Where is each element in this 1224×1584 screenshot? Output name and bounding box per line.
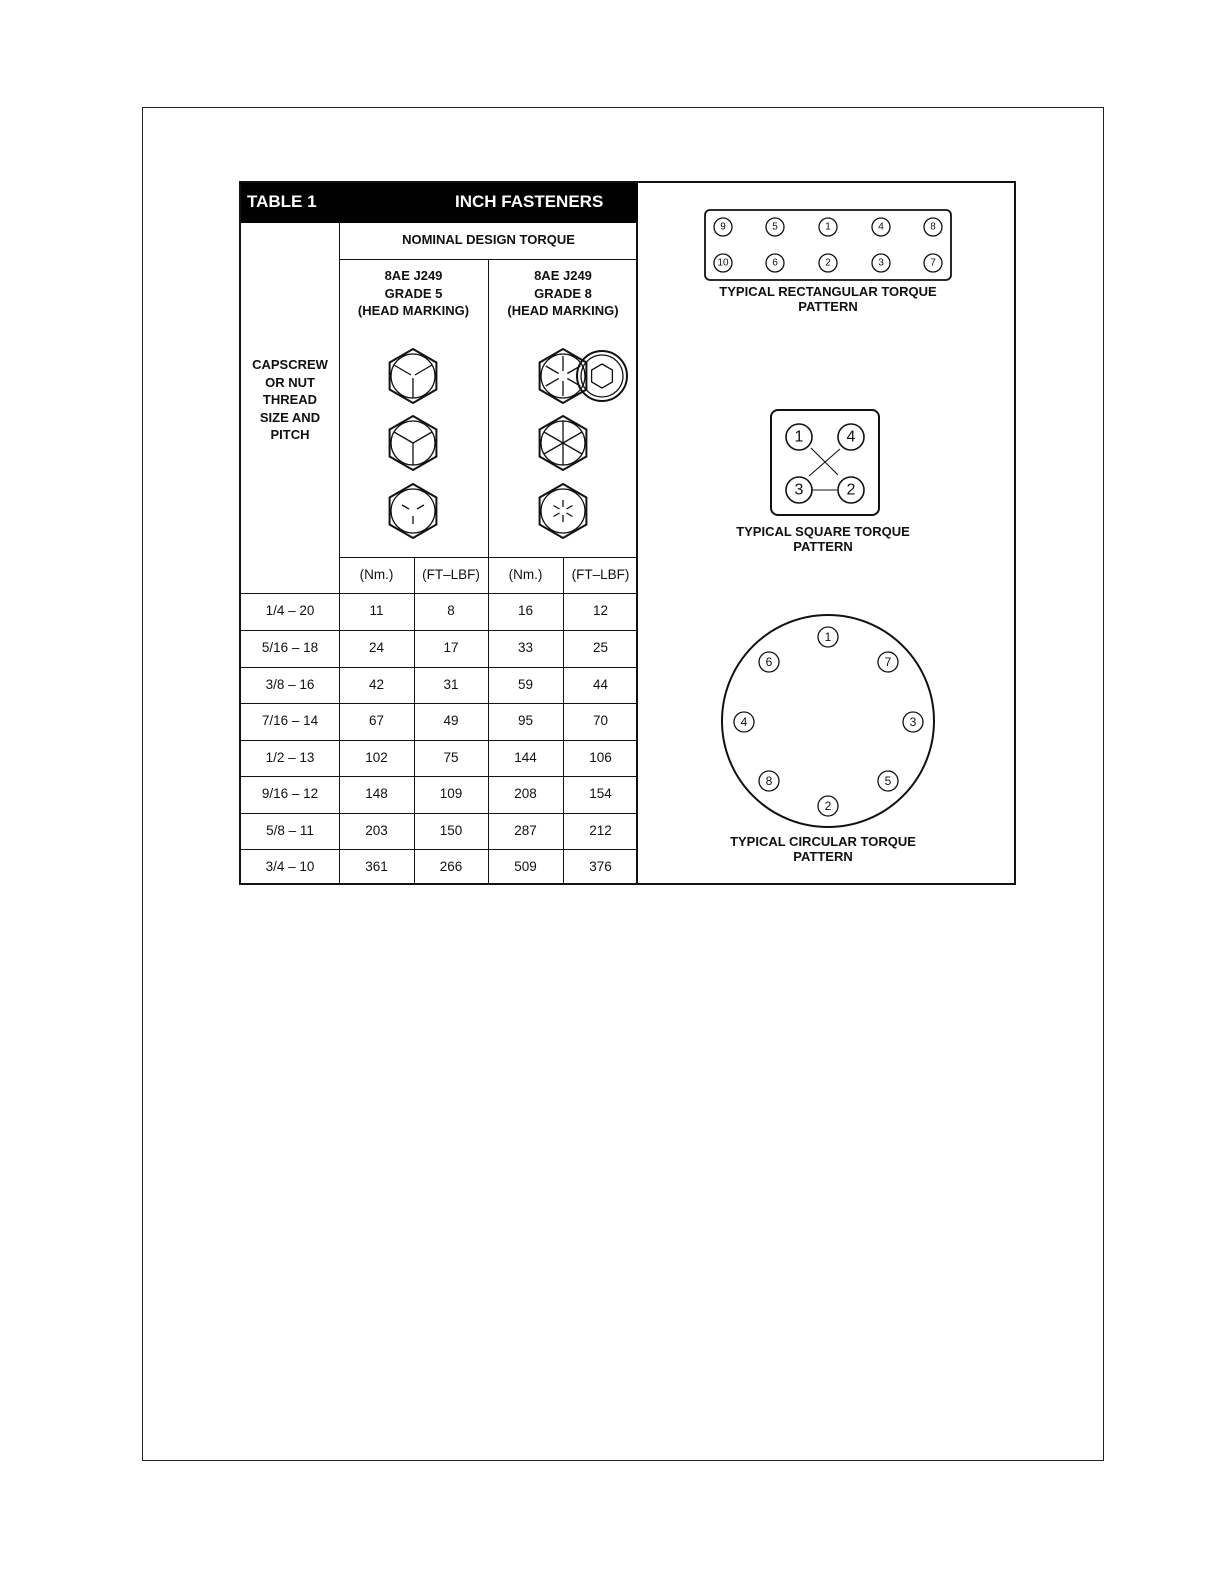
grade8-nm-cell: 16 bbox=[517, 603, 534, 618]
bolt-number: 4 bbox=[878, 221, 884, 233]
header-line: SIZE AND bbox=[259, 409, 321, 425]
grade8-ftlbf-cell: 44 bbox=[592, 677, 609, 692]
grade5-ftlbf-cell: 49 bbox=[443, 713, 459, 728]
grade5-ftlbf-cell: 8 bbox=[447, 603, 455, 618]
size-cell: 9/16 – 12 bbox=[261, 786, 319, 801]
table-row bbox=[241, 593, 638, 630]
bolt-number: 8 bbox=[765, 774, 773, 788]
grade8-nm-cell: 208 bbox=[514, 786, 537, 801]
bolt-number: 6 bbox=[772, 257, 778, 269]
header-line: PITCH bbox=[270, 427, 310, 442]
circular-pattern-label bbox=[673, 834, 973, 864]
torque-figure bbox=[239, 181, 1016, 885]
grade5-head-icon bbox=[390, 349, 437, 403]
unit-header-nm: (Nm.) bbox=[508, 567, 543, 582]
grade5-nm-cell: 24 bbox=[368, 640, 385, 655]
table-row bbox=[241, 703, 638, 740]
bolt-number: 2 bbox=[825, 257, 831, 269]
grade5-ftlbf-cell: 17 bbox=[443, 640, 459, 655]
label-line: TYPICAL CIRCULAR TORQUE bbox=[730, 834, 916, 849]
bolt-number: 6 bbox=[765, 655, 773, 669]
table-row bbox=[241, 630, 638, 667]
bolt-number: 10 bbox=[717, 257, 729, 269]
grade5-ftlbf-cell: 266 bbox=[439, 859, 463, 874]
table-row bbox=[241, 849, 638, 885]
bolt-number: 8 bbox=[930, 221, 936, 233]
grade8-nm-cell: 33 bbox=[517, 640, 534, 655]
square-pattern-label bbox=[673, 524, 973, 554]
torque-table bbox=[241, 183, 638, 883]
bolt-number: 5 bbox=[772, 221, 778, 233]
unit-header-ftlbf: (FT–LBF) bbox=[571, 567, 630, 582]
bolt-number: 9 bbox=[720, 221, 726, 233]
grid-line bbox=[339, 259, 638, 260]
bolt-number: 2 bbox=[824, 799, 832, 813]
label-line: TYPICAL SQUARE TORQUE bbox=[736, 524, 910, 539]
table-row bbox=[241, 813, 638, 849]
bolt-number: 1 bbox=[824, 630, 832, 644]
table-title-bar bbox=[241, 183, 638, 223]
grade5-nm-cell: 148 bbox=[365, 786, 388, 801]
table-row bbox=[241, 776, 638, 813]
grade5-nm-cell: 102 bbox=[365, 750, 388, 765]
bolt-number: 1 bbox=[825, 221, 831, 233]
grade5-head-icon bbox=[390, 484, 437, 538]
label-line: PATTERN bbox=[798, 299, 858, 314]
bolt-number: 4 bbox=[740, 715, 748, 729]
grade5-ftlbf-cell: 109 bbox=[439, 786, 463, 801]
grade5-header bbox=[339, 267, 488, 320]
header-line: (HEAD MARKING) bbox=[357, 303, 470, 318]
header-line: 8AE J249 bbox=[384, 268, 443, 283]
table-number: TABLE 1 bbox=[247, 192, 317, 211]
grade5-nm-cell: 203 bbox=[365, 823, 388, 838]
grade8-nm-cell: 95 bbox=[517, 713, 534, 728]
bolt-number: 2 bbox=[846, 481, 856, 499]
bolt-number: 4 bbox=[846, 428, 856, 446]
size-cell: 5/16 – 18 bbox=[261, 640, 319, 655]
grade8-nm-cell: 144 bbox=[514, 750, 537, 765]
grade8-head-icon bbox=[540, 416, 587, 470]
head-markings bbox=[339, 333, 638, 548]
size-cell: 5/8 – 11 bbox=[266, 823, 314, 838]
header-line: THREAD bbox=[262, 392, 318, 407]
header-line: (HEAD MARKING) bbox=[507, 303, 619, 318]
bolt-number: 5 bbox=[884, 774, 892, 788]
label-line: PATTERN bbox=[793, 849, 853, 864]
grade8-ftlbf-cell: 25 bbox=[592, 640, 609, 655]
grade5-nm-cell: 361 bbox=[365, 859, 388, 874]
size-cell: 3/4 – 10 bbox=[265, 859, 315, 874]
grade8-ftlbf-cell: 106 bbox=[589, 750, 612, 765]
size-pitch-header bbox=[241, 356, 339, 444]
grade8-head-icon bbox=[540, 349, 587, 403]
grade8-ftlbf-cell: 12 bbox=[592, 603, 609, 618]
header-line: GRADE 5 bbox=[384, 285, 443, 301]
grade5-head-icon bbox=[390, 416, 437, 470]
table-row bbox=[241, 740, 638, 776]
grade8-ftlbf-cell: 212 bbox=[589, 823, 612, 838]
grade8-nm-cell: 287 bbox=[514, 823, 537, 838]
bolt-number: 3 bbox=[794, 481, 804, 499]
unit-header-nm: (Nm.) bbox=[359, 567, 394, 582]
header-line: CAPSCREW bbox=[252, 357, 328, 372]
grade8-ftlbf-cell: 70 bbox=[592, 713, 609, 728]
bolt-number: 3 bbox=[909, 715, 917, 729]
header-line: OR NUT bbox=[265, 374, 315, 390]
grade5-nm-cell: 67 bbox=[368, 713, 385, 728]
size-cell: 1/4 – 20 bbox=[265, 603, 315, 618]
bolt-number: 7 bbox=[884, 655, 892, 669]
grade5-nm-cell: 11 bbox=[369, 603, 384, 618]
table-title: INCH FASTENERS bbox=[455, 192, 604, 211]
grade5-ftlbf-cell: 31 bbox=[443, 677, 459, 692]
bolt-number: 3 bbox=[878, 257, 884, 269]
grade8-nm-cell: 59 bbox=[517, 677, 534, 692]
grade8-nm-cell: 509 bbox=[514, 859, 537, 874]
rectangular-pattern-label bbox=[678, 284, 978, 314]
grade8-ftlbf-cell: 376 bbox=[589, 859, 612, 874]
unit-header-ftlbf: (FT–LBF) bbox=[422, 567, 480, 582]
rectangular-pattern-plate bbox=[705, 210, 951, 280]
bolt-number: 1 bbox=[794, 428, 804, 446]
table-row bbox=[241, 667, 638, 703]
size-cell: 7/16 – 14 bbox=[261, 713, 319, 728]
nominal-design-torque-header: NOMINAL DESIGN TORQUE bbox=[402, 232, 575, 247]
bolt-number: 7 bbox=[930, 257, 936, 269]
grade5-ftlbf-cell: 75 bbox=[443, 750, 459, 765]
label-line: TYPICAL RECTANGULAR TORQUE bbox=[719, 284, 937, 299]
size-cell: 1/2 – 13 bbox=[265, 750, 315, 765]
grade8-ftlbf-cell: 154 bbox=[589, 786, 612, 801]
grade8-header bbox=[488, 267, 638, 320]
header-line: GRADE 8 bbox=[534, 285, 592, 301]
label-line: PATTERN bbox=[793, 539, 853, 554]
size-cell: 3/8 – 16 bbox=[265, 677, 315, 692]
grade5-ftlbf-cell: 150 bbox=[439, 823, 463, 838]
grade8-head-icon bbox=[540, 484, 587, 538]
header-line: 8AE J249 bbox=[534, 268, 592, 283]
grade5-nm-cell: 42 bbox=[368, 677, 385, 692]
